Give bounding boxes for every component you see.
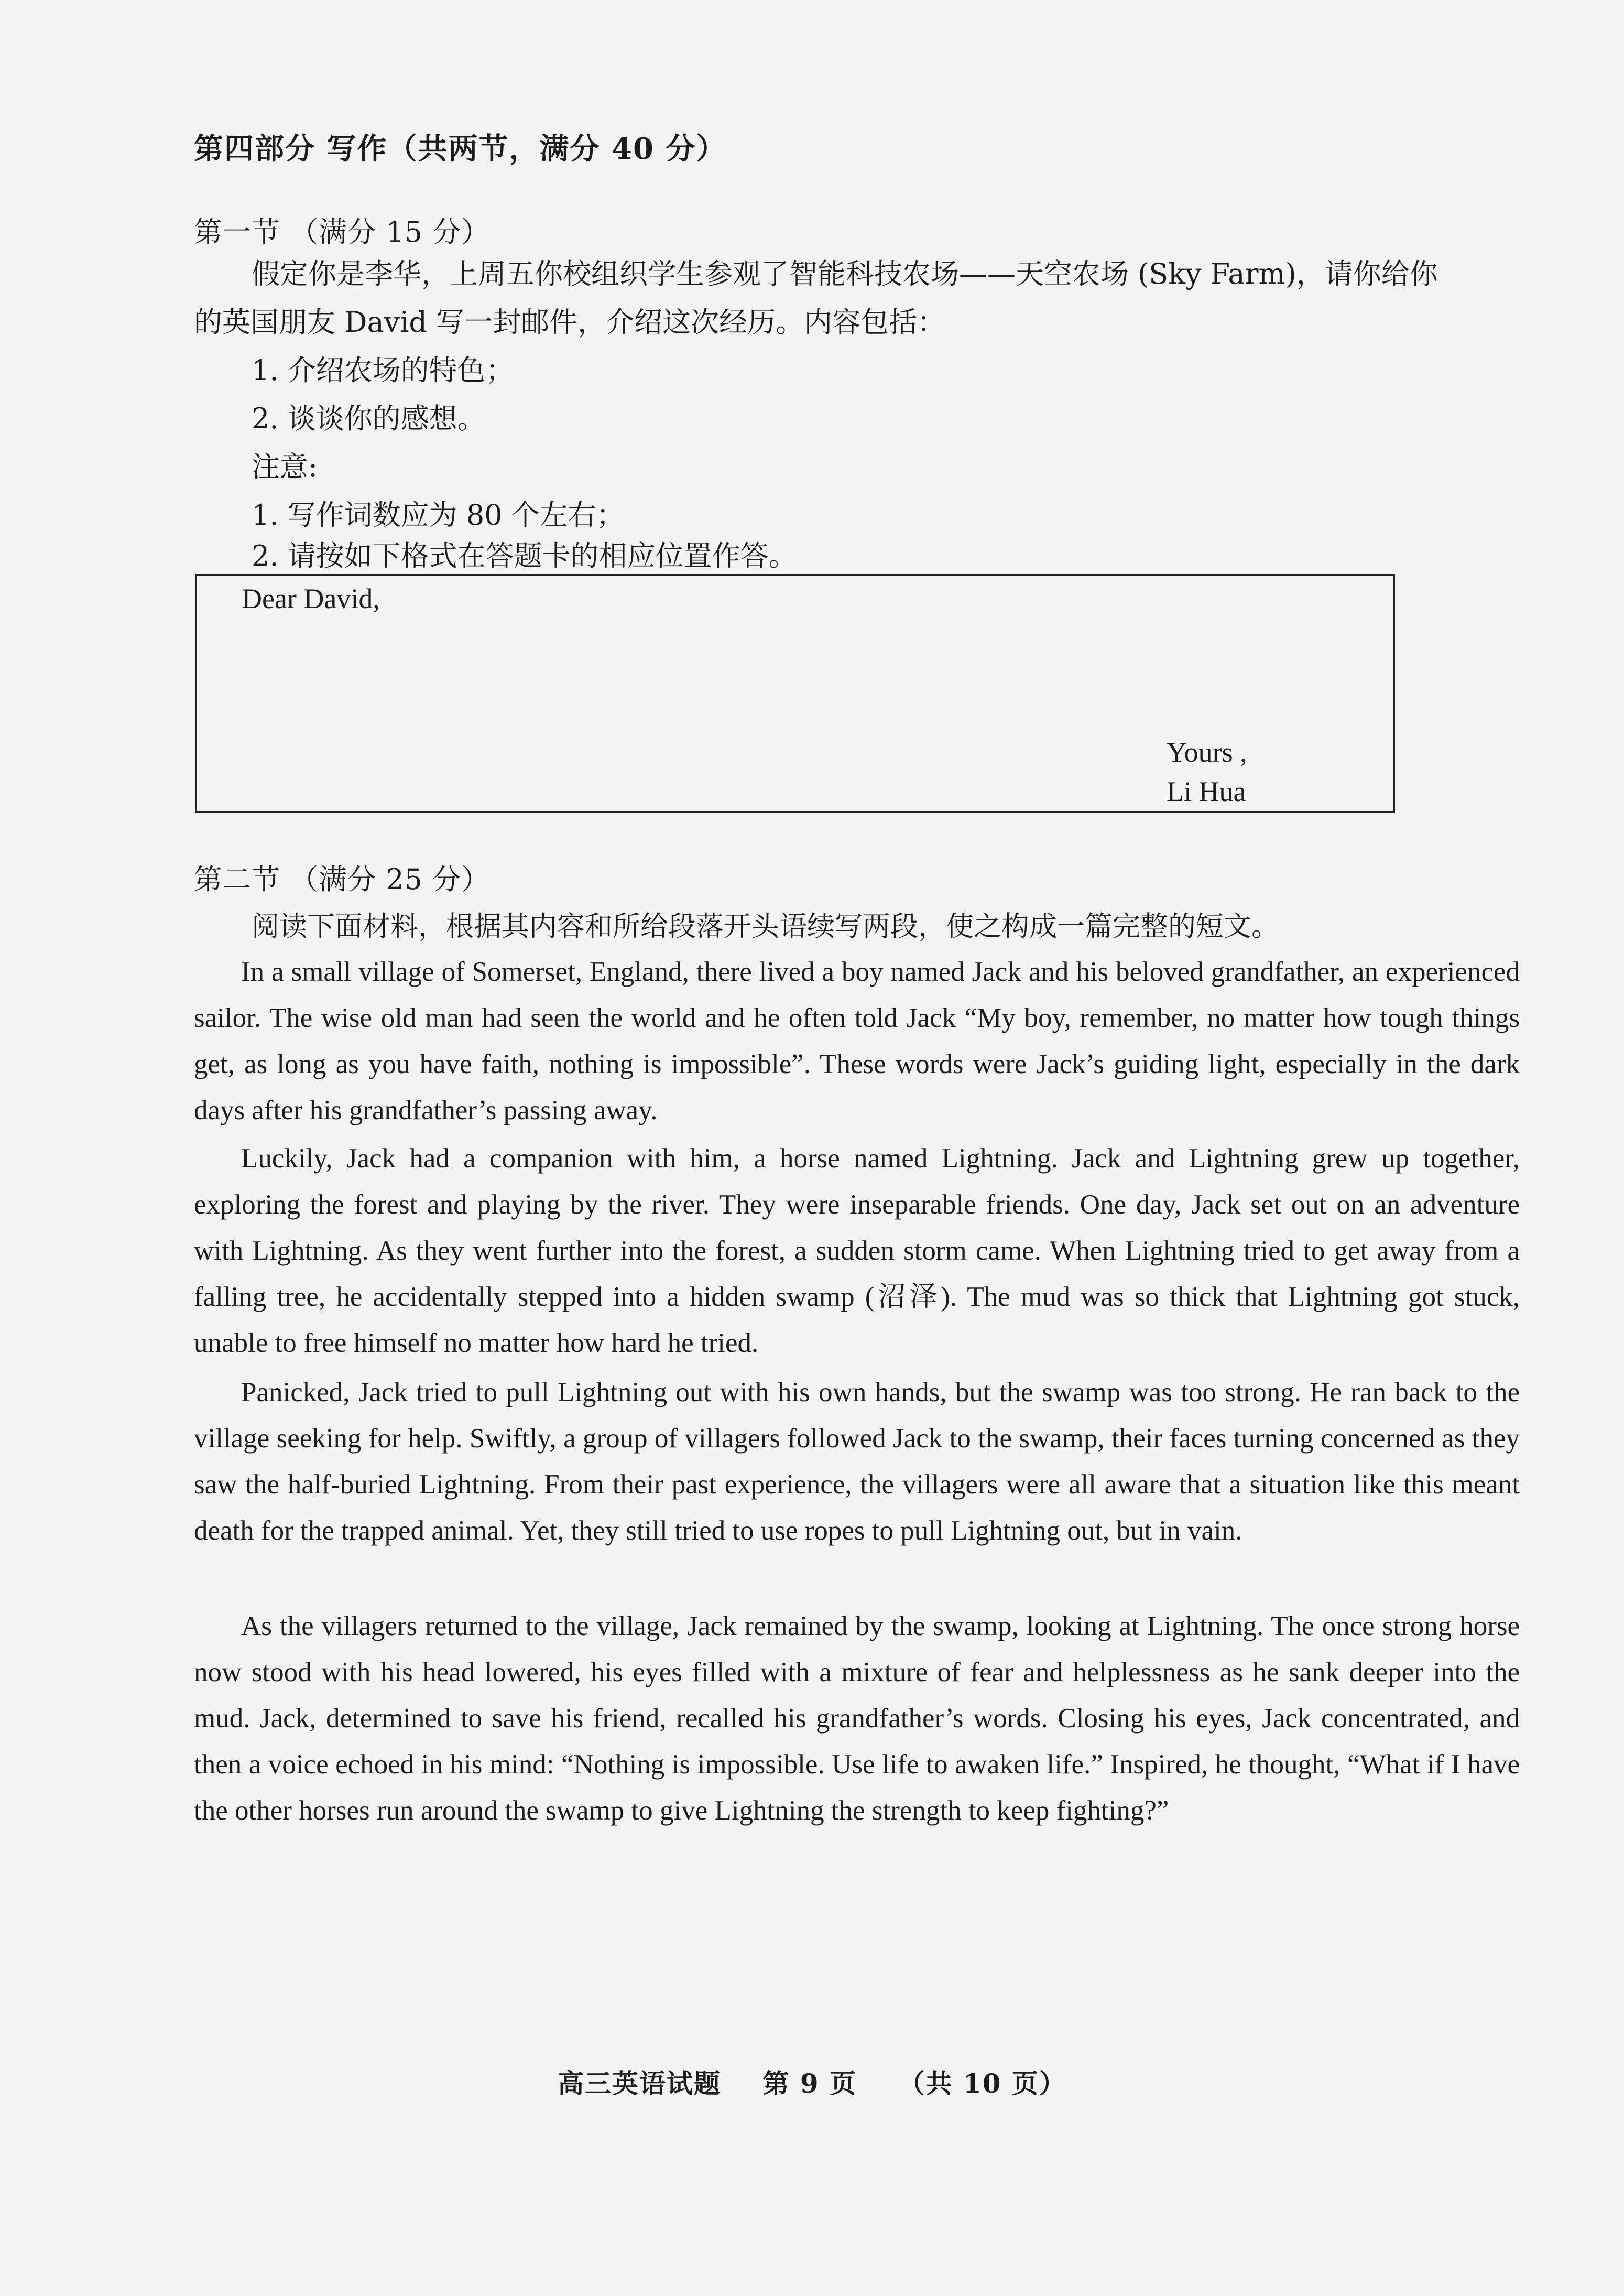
footer-exam-title: 高三英语试题 [558, 2068, 722, 2099]
section1-note2: 2. 请按如下格式在答题卡的相应位置作答。 [252, 539, 797, 572]
section1-prompt-line1: 假定你是李华，上周五你校组织学生参观了智能科技农场——天空农场 (Sky Farm)，请你给你 [252, 257, 1438, 290]
section1-prompt-line2: 的英国朋友 David 写一封邮件，介绍这次经历。内容包括： [194, 306, 946, 339]
section2-title: 第二节 （满分 25 分） [194, 863, 491, 896]
section1-item1: 1. 介绍农场的特色； [252, 354, 514, 387]
section1-item2: 2. 谈谈你的感想。 [252, 402, 486, 435]
story-paragraph-4: As the villagers returned to the village, Jack remained by the swamp, looking at Lightning. The once strong horse now stood with his head lowered, his eyes filled with a mixture of fear and helplessness as he sank deeper into the mud. Jack, determined to save his friend, recalled his grandfather’s words. Closing his eyes, Jack concentrated, and then a voice echoed in his mind: “Nothing is impossible. Use life to awaken life.” Inspired, he thought, “What if I have the other horses run around the swamp to give Lightning the strength to keep fighting?” [194, 1611, 1520, 1826]
letter-greeting: Dear David, [242, 583, 380, 614]
footer-total-pages: （共 10 页） [898, 2068, 1066, 2099]
story-paragraph-3: Panicked, Jack tried to pull Lightning out with his own hands, but the swamp was too strong. He ran back to the village seeking for help. Swiftly, a group of villagers followed Jack to the swamp, their faces turning concerned as they saw the half-buried Lightning. From their past experience, the villagers were all aware that a situation like this meant death for the trapped animal. Yet, they still tried to use ropes to pull Lightning out, but in vain. [194, 1377, 1520, 1546]
section1-title: 第一节 （满分 15 分） [194, 215, 491, 248]
section1-note1: 1. 写作词数应为 80 个左右； [252, 499, 625, 532]
letter-closing: Yours , [1167, 737, 1247, 768]
story-paragraph-2: Luckily, Jack had a companion with him, a horse named Lightning. Jack and Lightning grew up together, exploring the forest and playing by the river. They were inseparable friends. One day, Jack set out on an adventure with Lightning. As they went further into the forest, a sudden storm came. When Lightning tried to get away from a falling tree, he accidentally stepped into a hidden swamp (沼泽). The mud was so thick that Lightning got stuck, unable to free himself no matter how hard he tried. [194, 1143, 1520, 1358]
letter-signature: Li Hua [1167, 776, 1246, 807]
part-title: 第四部分 写作（共两节，满分 40 分） [194, 132, 727, 166]
section1-note-label: 注意: [252, 450, 318, 483]
story-paragraph-1: In a small village of Somerset, England, there lived a boy named Jack and his beloved grandfather, an experienced sailor. The wise old man had seen the world and he often told Jack “My boy, remember, no matter how tough things get, as long as you have faith, nothing is impossible”. These words were Jack’s guiding light, especially in the dark days after his grandfather’s passing away. [194, 957, 1520, 1125]
page-footer [0, 2063, 1624, 2100]
letter-format-box [195, 574, 1395, 813]
section2-instruction: 阅读下面材料，根据其内容和所给段落开头语续写两段，使之构成一篇完整的短文。 [252, 911, 1279, 943]
footer-page-number: 第 9 页 [762, 2068, 857, 2099]
